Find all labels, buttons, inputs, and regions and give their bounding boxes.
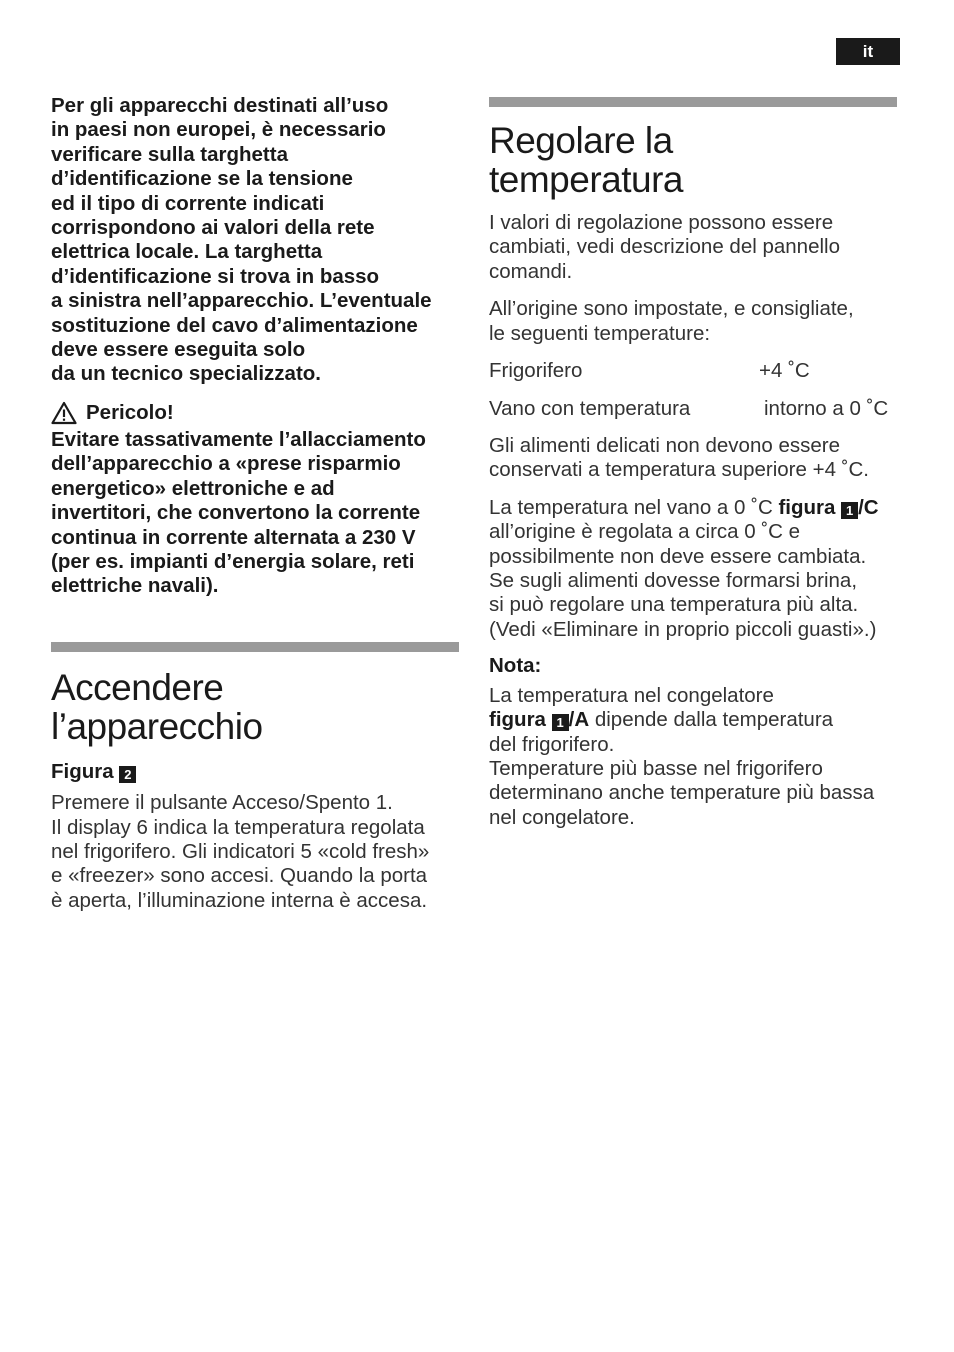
section-heading-temperature: Regolare la temperatura bbox=[489, 120, 683, 200]
left-column bbox=[51, 94, 466, 913]
intro-paragraph: Per gli apparecchi destinati all’uso in paesi non europei, è necessario verificare sulla targhetta d’identificazione se la tensione ed il tipo di corrente indicati corrispondono ai valori della rete elettrica locale. La targhetta d’identificazione si trova in basso a sinistra nell’apparecchio. L’eventuale sostituzione del cavo d’alimentazione deve essere eseguita solo da un tecnico specializzato. bbox=[51, 94, 432, 386]
danger-paragraph: Evitare tassativamente l’allacciamento dell’apparecchio a «prese risparmio energetico» elettroniche e ad invertitori, che convertono la corrente continua in corrente alternata a 230 V (per es. impianti d’energia solare, reti elettriche navali). bbox=[51, 427, 426, 598]
language-tag: it bbox=[836, 38, 900, 65]
figure-number-badge: 1 bbox=[841, 502, 858, 519]
section-rule bbox=[51, 642, 459, 652]
note-label: Nota: bbox=[489, 654, 542, 678]
switch-on-paragraph: Premere il pulsante Acceso/Spento 1. Il display 6 indica la temperatura regolata nel frigorifero. Gli indicatori 5 «cold fresh» e «freezer» sono accesi. Quando la porta è aperta, l’illuminazione interna è accesa. bbox=[51, 791, 430, 912]
right-column bbox=[489, 97, 909, 830]
temp-paragraph-3: Gli alimenti delicati non devono essere conservati a temperatura superiore +4 ˚C. bbox=[489, 434, 870, 482]
temp-paragraph-4: La temperatura nel vano a 0 ˚C figura 1 /C all’origine è regolata a circa 0 ˚C e possibilmente non deve essere cambiata. Se sugli alimenti dovesse formarsi brina, si può regolare una temperatura più alta. (Vedi «Eliminare in proprio piccoli guasti».) bbox=[489, 495, 879, 641]
section-rule bbox=[489, 97, 897, 107]
figure-reference: Figura 2 bbox=[51, 760, 466, 784]
note-paragraph: La temperatura nel congelatore figura 1 /A dipende dalla temperatura del frigorifero. Temperature più basse nel frigorifero determinano anche temperature più bassa nel congelatore. bbox=[489, 683, 875, 829]
section-heading-switch-on: Accendere l’apparecchio bbox=[51, 666, 263, 747]
figure-number-badge: 2 bbox=[119, 766, 136, 783]
figure-number-badge: 1 bbox=[552, 714, 569, 731]
temp-row-zero-compartment: Vano con temperatura intorno a 0 ˚C bbox=[489, 397, 889, 421]
warning-triangle-icon bbox=[51, 401, 77, 425]
temp-row-fridge: Frigorifero +4 ˚C bbox=[489, 359, 810, 383]
temp-paragraph-2: All’origine sono impostate, e consigliate, le seguenti temperature: bbox=[489, 297, 854, 345]
danger-heading bbox=[51, 401, 466, 425]
danger-label: Pericolo! bbox=[86, 400, 174, 424]
temp-paragraph-1: I valori di regolazione possono essere cambiati, vedi descrizione del pannello comandi. bbox=[489, 211, 840, 283]
